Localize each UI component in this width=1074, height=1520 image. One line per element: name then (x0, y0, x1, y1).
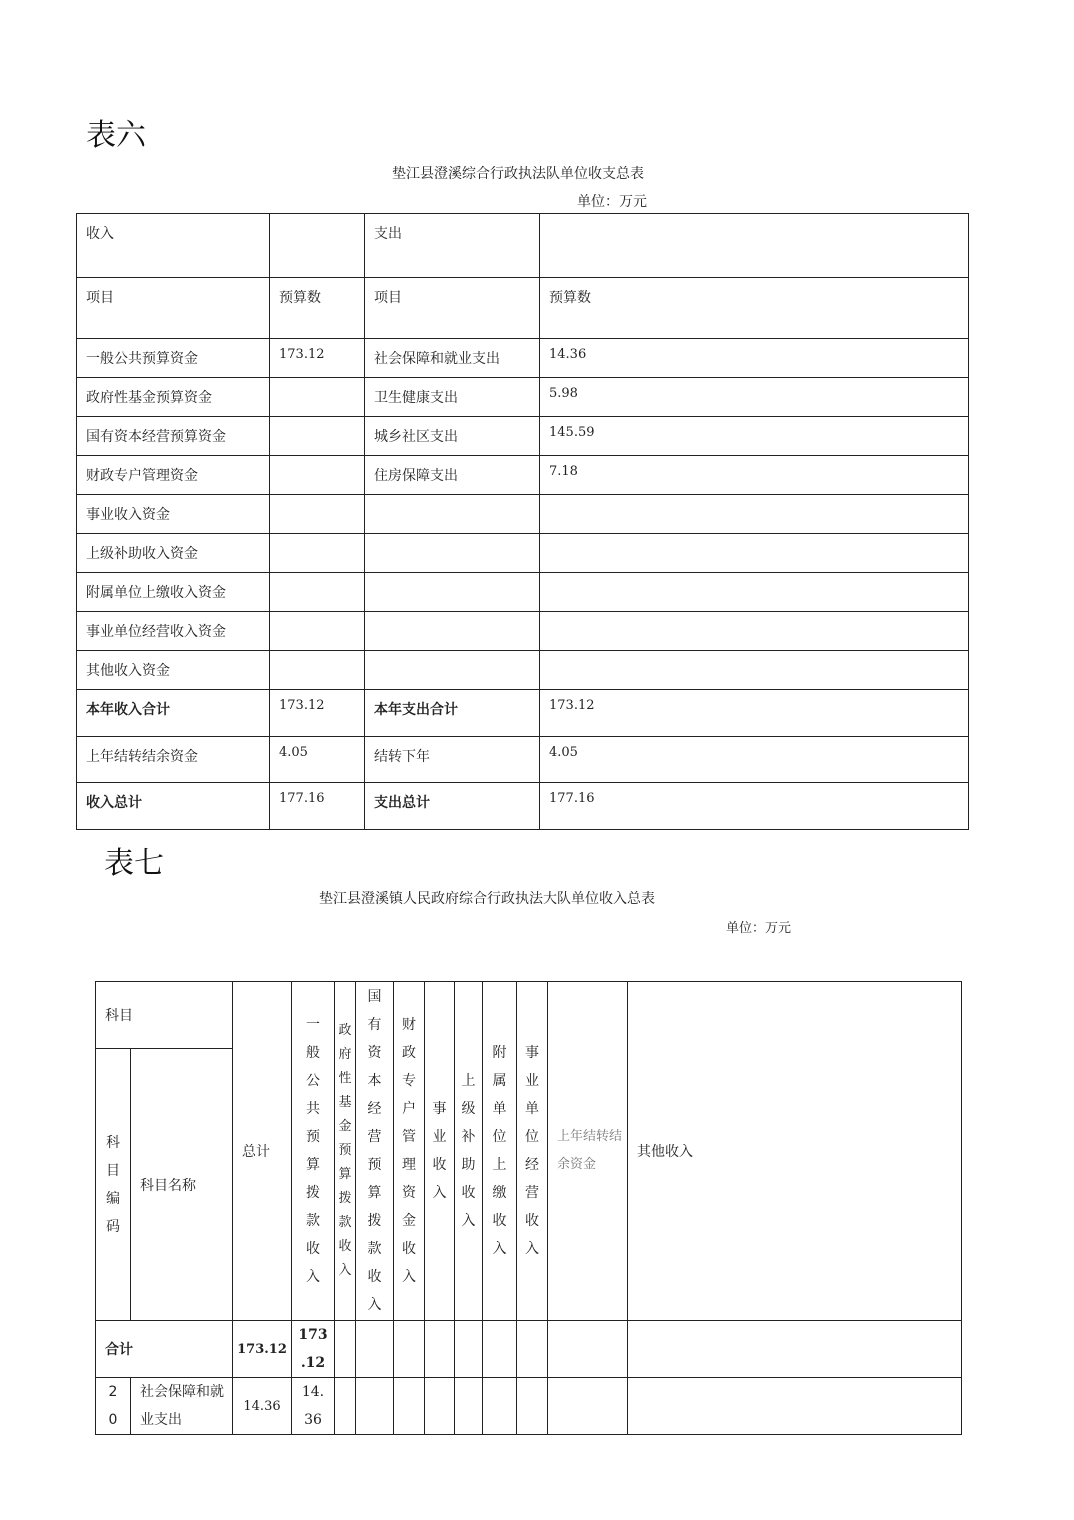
header-char: 入 (461, 1213, 476, 1229)
header-char: 本 (367, 1073, 382, 1089)
table-seven-heading: 表七 (104, 846, 164, 881)
header-char: 资 (367, 1045, 382, 1061)
table-six-heading: 表六 (86, 118, 146, 153)
header-char: 算 (367, 1185, 382, 1201)
general-budget-header (292, 982, 335, 1321)
table-row (77, 378, 969, 417)
income-label: 事业收入资金 (77, 495, 270, 534)
header-char: 般 (306, 1045, 320, 1061)
header-char: 收 (525, 1213, 539, 1229)
expense-header: 支出 (365, 214, 540, 278)
income-label: 财政专户管理资金 (77, 456, 270, 495)
income-value (270, 378, 365, 417)
header-char: 性 (338, 1071, 352, 1086)
income-label: 附属单位上缴收入资金 (77, 573, 270, 612)
year-income-total-label: 本年收入合计 (77, 690, 270, 737)
sum-general (292, 1321, 335, 1378)
header-char: 理 (402, 1157, 416, 1173)
expense-label: 社会保障和就业支出 (365, 339, 540, 378)
year-expense-total-label: 本年支出合计 (365, 690, 540, 737)
grand-expense-total-label: 支出总计 (365, 783, 540, 830)
header-char: 政 (402, 1045, 416, 1061)
header-char: 收 (432, 1157, 447, 1173)
expense-value: 14.36 (540, 339, 969, 378)
table-row (77, 690, 969, 737)
sum-label: 合计 (96, 1321, 233, 1378)
header-char: 0 (108, 1412, 118, 1428)
table-row (96, 1321, 962, 1378)
table-row (77, 456, 969, 495)
table-row (77, 214, 969, 278)
expense-value: 145.59 (540, 417, 969, 456)
header-char: 营 (367, 1129, 382, 1145)
income-label: 事业单位经营收入资金 (77, 612, 270, 651)
header-char: 拨 (338, 1191, 352, 1206)
header-char: 政 (338, 1023, 352, 1038)
header-char: 码 (106, 1218, 120, 1235)
header-char: 36 (304, 1412, 322, 1428)
income-summary-table (95, 981, 962, 1435)
row-code-text (96, 1378, 130, 1434)
header-char: 经 (525, 1157, 539, 1173)
header-char: 公 (306, 1073, 320, 1089)
table-row (77, 783, 969, 830)
table-six-unit: 单位：万元 (577, 194, 647, 210)
carryover-income-label: 上年结转结余资金 (77, 737, 270, 783)
header-char: 户 (402, 1101, 416, 1117)
total-header: 总计 (233, 982, 292, 1321)
header-char: 国 (367, 989, 382, 1005)
year-expense-total-value: 173.12 (540, 690, 969, 737)
year-income-total-value: 173.12 (270, 690, 365, 737)
header-char: 入 (338, 1263, 352, 1278)
header-char: 款 (338, 1215, 352, 1230)
col-budget: 预算数 (540, 278, 969, 339)
expense-value: 5.98 (540, 378, 969, 417)
header-char: 14. (301, 1384, 325, 1400)
header-char: 营 (525, 1185, 539, 1201)
income-value (270, 417, 365, 456)
table-row (77, 573, 969, 612)
header-char: 2 (108, 1384, 118, 1400)
header-char: 府 (338, 1047, 352, 1062)
income-label: 一般公共预算资金 (77, 339, 270, 378)
income-label: 政府性基金预算资金 (77, 378, 270, 417)
operating-income-header-text (517, 1039, 547, 1263)
carryover-expense-label: 结转下年 (365, 737, 540, 783)
table-row (77, 534, 969, 573)
header-char: 基 (338, 1095, 352, 1110)
header-char: 专 (402, 1073, 416, 1089)
subject-code-header-text (96, 1129, 130, 1241)
header-char: 助 (461, 1157, 476, 1173)
expense-label: 住房保障支出 (365, 456, 540, 495)
income-value (270, 612, 365, 651)
header-char: 财 (402, 1017, 416, 1033)
col-item: 项目 (365, 278, 540, 339)
header-char: 管 (402, 1129, 416, 1145)
header-char: 经 (367, 1101, 382, 1117)
table-row (77, 495, 969, 534)
expense-label (365, 495, 540, 534)
affiliated-unit-header (483, 982, 517, 1321)
header-char: 位 (492, 1129, 507, 1145)
subject-code-header (96, 1049, 131, 1321)
income-value (270, 573, 365, 612)
header-char: .12 (300, 1355, 326, 1371)
col-budget: 预算数 (270, 278, 365, 339)
header-char: 入 (402, 1269, 416, 1285)
income-header: 收入 (77, 214, 270, 278)
header-char: 单 (492, 1101, 507, 1117)
subject-name-header: 科目名称 (131, 1049, 233, 1321)
gov-fund-header-text (335, 1019, 355, 1283)
header-char: 款 (367, 1241, 382, 1257)
header-char: 上 (492, 1157, 507, 1173)
table-row (77, 651, 969, 690)
header-char: 收 (402, 1241, 416, 1257)
header-char: 附 (492, 1045, 507, 1061)
affiliated-unit-header-text (483, 1039, 516, 1263)
header-char: 收 (338, 1239, 352, 1254)
sum-total: 173.12 (233, 1321, 292, 1378)
gov-fund-header (335, 982, 356, 1321)
header-char: 收 (306, 1241, 320, 1257)
carryover-header: 上年结转结余资金 (548, 982, 628, 1321)
row-name: 社会保障和就业支出 (131, 1378, 233, 1435)
grand-income-total-label: 收入总计 (77, 783, 270, 830)
header-char: 入 (432, 1185, 447, 1201)
income-value (270, 651, 365, 690)
operating-income-header (517, 982, 548, 1321)
header-char: 事 (525, 1045, 539, 1061)
header-char: 预 (306, 1129, 320, 1145)
expense-label (365, 651, 540, 690)
table-row (77, 339, 969, 378)
grand-income-total-value: 177.16 (270, 783, 365, 830)
header-char: 补 (461, 1129, 476, 1145)
header-char: 收 (461, 1185, 476, 1201)
table-row (77, 737, 969, 783)
table-row (96, 982, 962, 1049)
table-row (77, 612, 969, 651)
row-general (292, 1378, 335, 1435)
header-char: 金 (338, 1119, 352, 1134)
expense-value: 7.18 (540, 456, 969, 495)
expense-label: 城乡社区支出 (365, 417, 540, 456)
income-value: 173.12 (270, 339, 365, 378)
superior-subsidy-header (455, 982, 483, 1321)
state-capital-header (356, 982, 394, 1321)
other-income-header: 其他收入 (628, 982, 962, 1321)
table-row (96, 1378, 962, 1435)
carryover-expense-value: 4.05 (540, 737, 969, 783)
header-char: 有 (367, 1017, 382, 1033)
header-char: 属 (492, 1073, 507, 1089)
business-income-header-text (425, 1095, 454, 1207)
fiscal-account-header (394, 982, 425, 1321)
header-char: 上 (461, 1073, 476, 1089)
header-char: 级 (461, 1101, 476, 1117)
carryover-income-value: 4.05 (270, 737, 365, 783)
expense-label: 卫生健康支出 (365, 378, 540, 417)
header-char: 单 (525, 1101, 539, 1117)
expense-value (540, 612, 969, 651)
fiscal-account-header-text (394, 1011, 424, 1291)
expense-label (365, 534, 540, 573)
income-value (270, 534, 365, 573)
header-char: 拨 (306, 1185, 320, 1201)
header-char: 业 (525, 1073, 539, 1089)
general-budget-header-text (292, 1011, 334, 1291)
row-total: 14.36 (233, 1378, 292, 1435)
row-code (96, 1378, 131, 1435)
header-char: 资 (402, 1185, 416, 1201)
income-label: 其他收入资金 (77, 651, 270, 690)
subject-header: 科目 (96, 982, 233, 1049)
header-char: 目 (106, 1162, 120, 1179)
header-char: 173 (298, 1327, 328, 1343)
header-char: 科 (106, 1134, 120, 1151)
header-char: 入 (525, 1241, 539, 1257)
header-char: 金 (402, 1213, 416, 1229)
expense-value (540, 651, 969, 690)
table-row (77, 278, 969, 339)
header-char: 共 (306, 1101, 320, 1117)
header-char: 入 (367, 1297, 382, 1313)
table-six-title: 垫江县澄溪综合行政执法队单位收支总表 (392, 166, 644, 182)
col-item: 项目 (77, 278, 270, 339)
sum-general-text (292, 1321, 334, 1377)
table-row (77, 417, 969, 456)
expense-value (540, 573, 969, 612)
header-char: 位 (525, 1129, 539, 1145)
header-char: 算 (338, 1167, 352, 1182)
header-char: 入 (492, 1241, 507, 1257)
expense-value (540, 534, 969, 573)
header-char: 预 (367, 1157, 382, 1173)
header-char: 收 (492, 1213, 507, 1229)
income-value (270, 456, 365, 495)
expense-label (365, 573, 540, 612)
header-char: 预 (338, 1143, 352, 1158)
superior-subsidy-header-text (455, 1067, 482, 1235)
table-seven-title: 垫江县澄溪镇人民政府综合行政执法大队单位收入总表 (319, 891, 655, 907)
header-char: 入 (306, 1269, 320, 1285)
expense-label (365, 612, 540, 651)
header-char: 缴 (492, 1185, 507, 1201)
header-char: 事 (432, 1101, 447, 1117)
header-char: 算 (306, 1157, 320, 1173)
table-seven-unit: 单位：万元 (726, 921, 792, 936)
expense-value (540, 495, 969, 534)
header-char: 业 (432, 1129, 447, 1145)
header-char: 收 (367, 1269, 382, 1285)
header-char: 款 (306, 1213, 320, 1229)
state-capital-header-text (356, 983, 393, 1319)
income-value (270, 495, 365, 534)
header-char: 编 (106, 1190, 120, 1207)
header-char: 拨 (367, 1213, 382, 1229)
header-char: 一 (306, 1017, 320, 1033)
income-label: 上级补助收入资金 (77, 534, 270, 573)
row-general-text (292, 1378, 334, 1434)
business-income-header (425, 982, 455, 1321)
grand-expense-total-value: 177.16 (540, 783, 969, 830)
income-expense-table (76, 213, 969, 830)
income-label: 国有资本经营预算资金 (77, 417, 270, 456)
